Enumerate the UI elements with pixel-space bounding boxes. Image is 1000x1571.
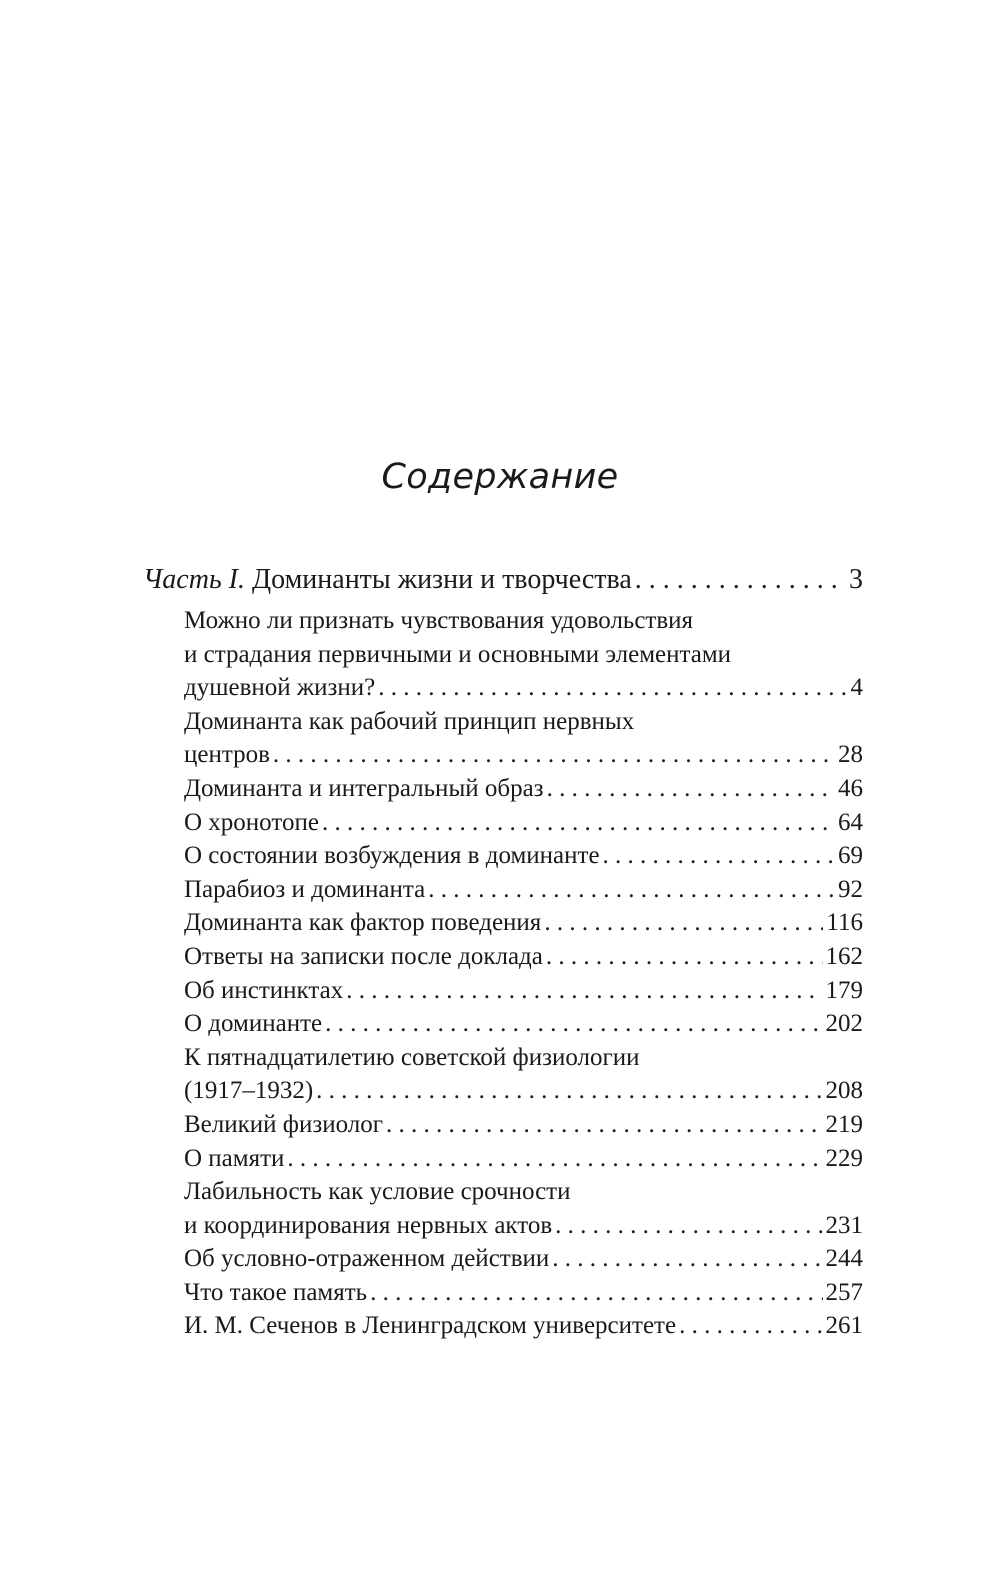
toc-entry-last-line — [184, 772, 863, 806]
toc-entry-title-line: О хронотопе — [184, 808, 319, 836]
dot-leader — [316, 1074, 822, 1108]
toc-entry-last-line — [184, 974, 863, 1008]
toc-entry[interactable] — [184, 604, 863, 705]
toc-entry-title-line: Великий физиолог — [184, 1110, 384, 1138]
dot-leader — [322, 806, 835, 840]
toc-entry[interactable] — [184, 772, 863, 806]
toc-entry[interactable] — [184, 974, 863, 1008]
dot-leader — [635, 562, 846, 598]
dot-leader — [547, 772, 835, 806]
dot-leader — [546, 940, 823, 974]
toc-entry-title-line: (1917–1932) — [184, 1077, 314, 1105]
toc-entry[interactable] — [184, 940, 863, 974]
toc-page-number: 69 — [838, 842, 863, 870]
toc-part-label — [143, 562, 632, 598]
toc-entry-last-line — [184, 1142, 863, 1176]
toc-entry-last-line — [184, 873, 863, 907]
toc-part-title: Доминанты жизни и творчества — [245, 564, 632, 595]
toc-entry-title-line: и страдания первичными и основными элементами — [184, 640, 732, 668]
toc-entry-title-line: О доминанте — [184, 1010, 323, 1038]
toc-entry[interactable] — [184, 839, 863, 873]
toc-entry-title-line: Доминанта как фактор поведения — [184, 909, 542, 937]
toc-entry-title-line: Что такое память — [184, 1278, 368, 1306]
toc-page-number: 162 — [825, 942, 863, 970]
toc-entry-last-line — [184, 1209, 863, 1243]
toc-page-number: 46 — [838, 774, 863, 802]
toc-entries — [184, 604, 863, 1343]
toc-entry-last-line — [184, 839, 863, 873]
toc-entry-title-line: И. М. Сеченов в Ленинградском университете — [184, 1312, 677, 1340]
toc-page-number: 244 — [825, 1245, 863, 1273]
toc-part-heading[interactable] — [143, 562, 863, 604]
toc-entry-title-line: Об инстинктах — [184, 976, 344, 1004]
toc-entry[interactable] — [184, 906, 863, 940]
toc-entry-last-line — [184, 1074, 863, 1108]
dot-leader — [428, 873, 835, 907]
dot-leader — [287, 1142, 822, 1176]
toc-entry[interactable] — [184, 705, 863, 772]
dot-leader — [679, 1309, 822, 1343]
toc-entry-last-line — [184, 806, 863, 840]
toc-entry-last-line — [184, 1309, 863, 1343]
dot-leader — [325, 1007, 822, 1041]
toc-page-number: 92 — [838, 875, 863, 903]
toc-entry[interactable] — [184, 1108, 863, 1142]
toc-entry[interactable] — [184, 1041, 863, 1108]
toc-page-number: 229 — [825, 1144, 863, 1172]
toc-entry-title-line: О памяти — [184, 1144, 285, 1172]
toc-entry[interactable] — [184, 1175, 863, 1242]
dot-leader — [603, 839, 835, 873]
toc-entry-title-line: душевной жизни? — [184, 674, 376, 702]
toc-entry-title-line: Ответы на записки после доклада — [184, 942, 543, 970]
toc-entry-last-line — [184, 1108, 863, 1142]
toc-entry-title-line: Лабильность как условие срочности — [184, 1178, 571, 1206]
toc-page-number: 202 — [825, 1010, 863, 1038]
toc-entry-title-line: К пятнадцатилетию советской физиологии — [184, 1043, 640, 1071]
toc-entry-title-line: и координирования нервных актов — [184, 1211, 553, 1239]
dot-leader — [544, 906, 823, 940]
dot-leader — [555, 1209, 822, 1243]
toc-entry-title-line: Доминанта как рабочий принцип нервных — [184, 707, 635, 735]
toc-entry[interactable] — [184, 1142, 863, 1176]
toc-entry[interactable] — [184, 1007, 863, 1041]
dot-leader — [273, 738, 835, 772]
toc-page-number: 179 — [825, 976, 863, 1004]
toc-page-number: 231 — [825, 1211, 863, 1239]
toc-entry[interactable] — [184, 806, 863, 840]
toc-entry[interactable] — [184, 1242, 863, 1276]
toc-entry-title-line: Парабиоз и доминанта — [184, 875, 426, 903]
toc-entry-title-line: Можно ли признать чувствования удовольствия — [184, 607, 694, 634]
toc-entry-last-line — [184, 671, 863, 705]
toc-entry-last-line — [184, 906, 863, 940]
toc-entry[interactable] — [184, 1276, 863, 1310]
toc-entry[interactable] — [184, 1309, 863, 1343]
toc-entry-last-line — [184, 940, 863, 974]
toc-page-number: 257 — [825, 1278, 863, 1306]
toc-page-number: 261 — [825, 1312, 863, 1340]
dot-leader — [346, 974, 822, 1008]
toc-entry-last-line — [184, 1007, 863, 1041]
dot-leader — [386, 1108, 822, 1142]
toc-entry-title-line: О состоянии возбуждения в доминанте — [184, 842, 600, 870]
toc-page-number: 4 — [850, 674, 863, 702]
toc-entry-title-line: центров — [184, 741, 270, 769]
table-of-contents — [143, 562, 863, 1343]
toc-entry-title-line: Об условно-отраженном действии — [184, 1245, 550, 1273]
toc-page-number: 208 — [825, 1077, 863, 1105]
toc-entry-last-line — [184, 1276, 863, 1310]
dot-leader — [370, 1276, 822, 1310]
toc-entry-last-line — [184, 1242, 863, 1276]
toc-page-number: 28 — [838, 741, 863, 769]
toc-page-number: 116 — [826, 909, 863, 937]
toc-page-number: 64 — [838, 808, 863, 836]
toc-part-prefix: Часть I. — [143, 564, 246, 595]
toc-page-number: 219 — [825, 1110, 863, 1138]
dot-leader — [378, 671, 847, 705]
toc-entry[interactable] — [184, 873, 863, 907]
dot-leader — [552, 1242, 822, 1276]
toc-page-number: 3 — [849, 564, 863, 595]
page-title: Содержание — [381, 457, 619, 497]
toc-entry-title-line: Доминанта и интегральный образ — [184, 774, 544, 802]
toc-entry-last-line — [184, 738, 863, 772]
